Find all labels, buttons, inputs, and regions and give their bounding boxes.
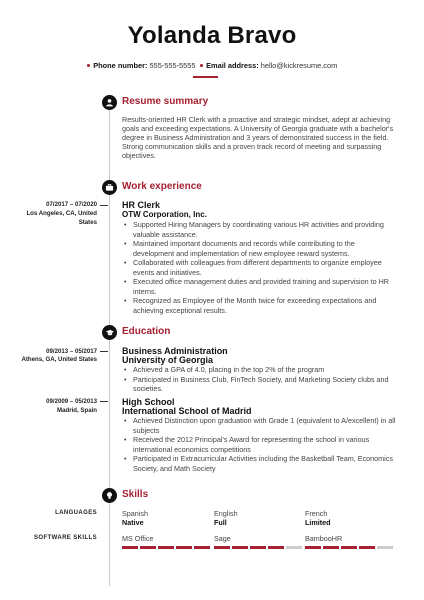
list-item: • Received the 2012 Principal's Award for representing the school in various international economics competitions bbox=[122, 435, 397, 454]
timeline-tick bbox=[100, 351, 108, 352]
school-name: University of Georgia bbox=[122, 355, 214, 365]
rating-segment bbox=[341, 546, 357, 549]
rating-segment bbox=[122, 546, 138, 549]
timeline-tick bbox=[100, 205, 108, 206]
section-title-skills: Skills bbox=[122, 489, 149, 500]
skill-rating bbox=[122, 546, 210, 549]
lightbulb-icon bbox=[102, 488, 117, 503]
job-title: HR Clerk bbox=[122, 200, 161, 210]
degree-title: High School bbox=[122, 397, 175, 407]
edu-dates: 09/2013 – 05/2017 bbox=[46, 348, 97, 355]
email-value: hello@kickresume.com bbox=[260, 61, 338, 70]
list-item: • Participated in Extracurricular Activities including the Basketball Team, Economics Society, and Math Society bbox=[122, 454, 397, 473]
rating-segment bbox=[214, 546, 230, 549]
rating-segment bbox=[250, 546, 266, 549]
section-title-summary: Resume summary bbox=[122, 96, 209, 107]
graduation-cap-icon bbox=[102, 325, 117, 340]
email-label: Email address: bbox=[206, 61, 259, 70]
edu-dates: 09/2009 – 05/2013 bbox=[46, 398, 97, 405]
rating-segment bbox=[323, 546, 339, 549]
header-accent-bar bbox=[193, 76, 218, 78]
rating-segment bbox=[140, 546, 156, 549]
language-level: Limited bbox=[305, 518, 331, 527]
software-name: Sage bbox=[214, 534, 231, 543]
software-label: SOFTWARE SKILLS bbox=[34, 535, 97, 541]
edu-location: Athens, GA, United States bbox=[21, 356, 97, 363]
language-level: Full bbox=[214, 518, 227, 527]
list-item: • Participated in Business Club, FinTech Society, and Marketing Society clubs and societies. bbox=[122, 375, 397, 394]
job-dates: 07/2017 – 07/2020 bbox=[46, 201, 97, 208]
skill-rating bbox=[214, 546, 302, 549]
contact-line bbox=[0, 61, 424, 70]
edu-bullets bbox=[122, 416, 397, 473]
edu-bullets bbox=[122, 365, 397, 394]
language-name: English bbox=[214, 509, 238, 518]
candidate-name: Yolanda Bravo bbox=[127, 22, 297, 49]
list-item: • Maintained important documents and records while contributing to the development and implementation of new employee reward systems. bbox=[122, 239, 397, 258]
rating-segment bbox=[305, 546, 321, 549]
edu-location: Madrid, Spain bbox=[57, 407, 97, 414]
section-title-education: Education bbox=[122, 326, 171, 337]
language-name: French bbox=[305, 509, 328, 518]
software-name: MS Office bbox=[122, 534, 154, 543]
person-icon bbox=[102, 95, 117, 110]
software-name: BambooHR bbox=[305, 534, 343, 543]
rating-segment bbox=[158, 546, 174, 549]
rating-segment bbox=[176, 546, 192, 549]
school-name: International School of Madrid bbox=[122, 406, 252, 416]
rating-segment bbox=[359, 546, 375, 549]
bullet-dot-icon bbox=[87, 64, 91, 68]
job-organization: OTW Corporation, Inc. bbox=[122, 210, 207, 219]
skill-rating bbox=[305, 546, 393, 549]
phone-label: Phone number: bbox=[93, 61, 148, 70]
phone-value: 555-555-5555 bbox=[149, 61, 196, 70]
rating-segment bbox=[377, 546, 393, 549]
briefcase-icon bbox=[102, 180, 117, 195]
list-item: • Achieved a GPA of 4.0, placing in the top 2% of the program bbox=[122, 365, 397, 375]
rating-segment bbox=[194, 546, 210, 549]
timeline-tick bbox=[100, 401, 108, 402]
list-item: • Achieved Distinction upon graduation with Grade 1 (equivalent to A/excellent) in all subjects bbox=[122, 416, 397, 435]
list-item: • Supported Hiring Managers by coordinating various HR activities and providing valuable assistance. bbox=[122, 220, 397, 239]
job-location: Los Angeles, CA, United States bbox=[26, 210, 97, 226]
summary-text: Results-oriented HR Clerk with a proactive and strategic mindset, adept at achieving goals and exceeding expectations. A University of Georgia graduate with a bachelor's degree in Business Administration and 3 years of demonstrated success in the field. Strong communication skills and a proven track record of meeting and surpassing objectives. bbox=[122, 115, 394, 160]
rating-segment bbox=[286, 546, 302, 549]
bullet-dot-icon bbox=[200, 64, 204, 68]
rating-segment bbox=[232, 546, 248, 549]
languages-label: LANGUAGES bbox=[55, 510, 97, 516]
list-item: • Collaborated with colleagues from different departments to organize employee events and initiatives. bbox=[122, 258, 397, 277]
job-bullets bbox=[122, 220, 397, 315]
section-title-work: Work experience bbox=[122, 181, 202, 192]
language-name: Spanish bbox=[122, 509, 148, 518]
degree-title: Business Administration bbox=[122, 346, 228, 356]
language-level: Native bbox=[122, 518, 144, 527]
timeline-line bbox=[109, 102, 110, 586]
list-item: • Executed office management duties and provided training and supervision to HR interns. bbox=[122, 277, 397, 296]
list-item: • Recognized as Employee of the Month twice for exceeding expectations and achieving exceptional results. bbox=[122, 296, 397, 315]
rating-segment bbox=[268, 546, 284, 549]
